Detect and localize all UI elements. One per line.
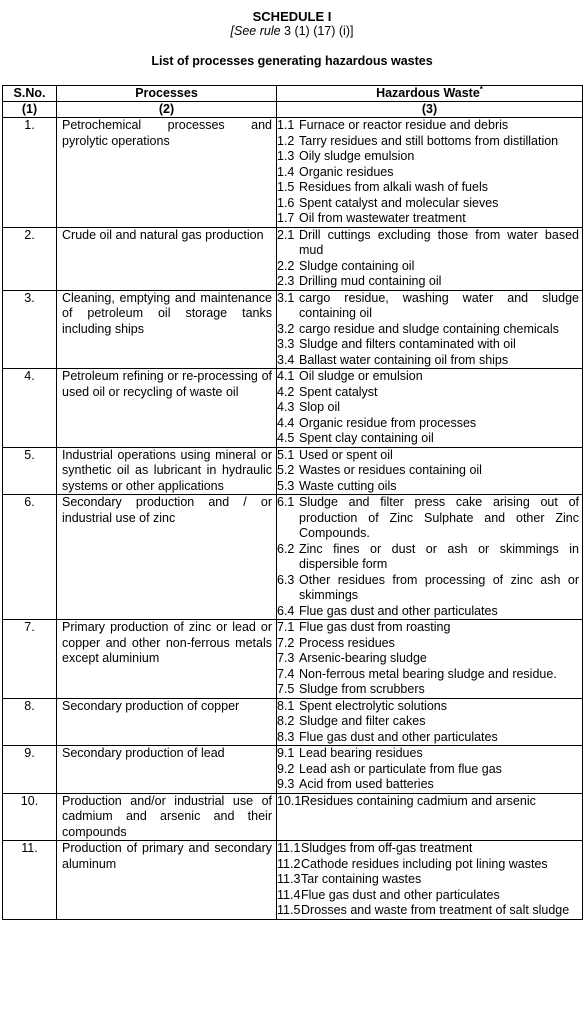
serial-number: 8. xyxy=(3,698,57,746)
waste-description: Flue gas dust and other particulates xyxy=(299,603,498,618)
waste-item xyxy=(277,463,582,479)
serial-number: 7. xyxy=(3,620,57,699)
serial-number: 6. xyxy=(3,495,57,620)
header-processes: Processes xyxy=(57,86,277,102)
waste-description: Waste cutting oils xyxy=(299,478,397,493)
process-description: Petroleum refining or re-processing of used oil or recycling of waste oil xyxy=(57,369,277,448)
waste-item xyxy=(277,353,582,369)
waste-code: 2.1 xyxy=(277,227,295,242)
waste-description: Spent catalyst and molecular sieves xyxy=(299,195,499,210)
waste-item xyxy=(277,667,582,683)
waste-list-cell xyxy=(277,793,583,841)
waste-list-cell xyxy=(277,841,583,920)
waste-list xyxy=(277,746,582,793)
waste-item xyxy=(277,651,582,667)
waste-item xyxy=(277,682,582,698)
waste-code: 7.2 xyxy=(277,635,295,650)
waste-list-cell xyxy=(277,290,583,369)
ref-prefix: See rule xyxy=(233,24,281,38)
waste-description: Spent clay containing oil xyxy=(299,431,434,445)
waste-item xyxy=(277,196,582,212)
waste-item xyxy=(277,620,582,636)
waste-item xyxy=(277,134,582,150)
table-body xyxy=(3,118,583,920)
process-description: Industrial operations using mineral or synthetic oil as lubricant in hydraulic systems or other applications xyxy=(57,447,277,495)
waste-description: Oil sludge or emulsion xyxy=(299,369,423,383)
waste-description: cargo residue, washing water and sludge containing oil xyxy=(299,290,579,320)
waste-code: 1.7 xyxy=(277,211,295,225)
column-number-row xyxy=(3,102,583,118)
waste-item xyxy=(277,400,582,416)
waste-description: Flue gas dust and other particulates xyxy=(299,729,498,744)
waste-description: Residues from alkali wash of fuels xyxy=(299,180,488,194)
waste-description: Ballast water containing oil from ships xyxy=(299,352,509,367)
table-row xyxy=(3,227,583,290)
waste-description: Sludge and filter press cake arising out of production of Zinc Sulphate and other Zinc Compounds. xyxy=(299,495,579,540)
waste-code: 9.2 xyxy=(277,761,295,776)
waste-code: 10.1 xyxy=(277,793,302,808)
waste-description: Residues containing cadmium and arsenic xyxy=(301,793,536,808)
waste-list-cell xyxy=(277,227,583,290)
waste-code: 1.5 xyxy=(277,180,295,194)
header-row xyxy=(3,86,583,102)
waste-code: 1.4 xyxy=(277,164,295,179)
waste-list xyxy=(277,620,582,698)
waste-code: 1.3 xyxy=(277,149,295,163)
waste-code: 1.6 xyxy=(277,195,295,210)
serial-number: 2. xyxy=(3,227,57,290)
waste-code: 3.1 xyxy=(277,290,295,305)
waste-description: Wastes or residues containing oil xyxy=(299,463,482,477)
waste-description: Sludge from scrubbers xyxy=(299,682,425,696)
table-row xyxy=(3,290,583,369)
waste-description: Lead bearing residues xyxy=(299,746,423,760)
table-row xyxy=(3,447,583,495)
table-row xyxy=(3,793,583,841)
schedule-title: SCHEDULE I xyxy=(252,9,332,24)
waste-item xyxy=(277,228,582,259)
waste-item xyxy=(277,636,582,652)
serial-number: 10. xyxy=(3,793,57,841)
process-description: Primary production of zinc or lead or copper and other non-ferrous metals except aluminium xyxy=(57,620,277,699)
col-number-1: (1) xyxy=(3,102,57,118)
waste-item xyxy=(277,872,582,888)
waste-list-cell xyxy=(277,447,583,495)
waste-description: Cathode residues including pot lining wastes xyxy=(301,856,548,871)
waste-list-cell xyxy=(277,495,583,620)
waste-code: 9.1 xyxy=(277,746,295,760)
waste-code: 2.3 xyxy=(277,274,295,288)
waste-code: 7.1 xyxy=(277,620,295,634)
waste-code: 6.1 xyxy=(277,495,295,509)
waste-item xyxy=(277,730,582,746)
waste-item xyxy=(277,337,582,353)
serial-number: 11. xyxy=(3,841,57,920)
waste-code: 11.2 xyxy=(277,856,301,871)
waste-code: 11.5 xyxy=(277,903,301,917)
waste-item xyxy=(277,573,582,604)
waste-description: Oil from wastewater treatment xyxy=(299,211,466,225)
serial-number: 5. xyxy=(3,447,57,495)
waste-item xyxy=(277,714,582,730)
waste-code: 1.1 xyxy=(277,118,295,132)
process-description: Production and/or industrial use of cadmium and arsenic and their compounds xyxy=(57,793,277,841)
waste-description: Lead ash or particulate from flue gas xyxy=(299,761,502,776)
waste-code: 4.5 xyxy=(277,431,295,445)
waste-list xyxy=(277,794,582,810)
waste-item xyxy=(277,699,582,715)
rule-reference xyxy=(0,24,584,39)
ref-rest: 3 (1) (17) (i)] xyxy=(280,24,354,38)
waste-list xyxy=(277,448,582,495)
waste-description: Spent catalyst xyxy=(299,384,378,399)
waste-code: 9.3 xyxy=(277,777,295,791)
waste-code: 5.2 xyxy=(277,463,295,477)
waste-description: Sludges from off-gas treatment xyxy=(301,841,473,855)
waste-code: 8.2 xyxy=(277,714,295,728)
waste-list-cell xyxy=(277,369,583,448)
waste-code: 11.4 xyxy=(277,887,301,902)
waste-description: Spent electrolytic solutions xyxy=(299,698,447,713)
serial-number: 1. xyxy=(3,118,57,228)
document-header xyxy=(0,9,584,69)
waste-list-cell xyxy=(277,698,583,746)
list-subtitle: List of processes generating hazardous wastes xyxy=(151,54,433,68)
waste-list xyxy=(277,118,582,227)
col-number-2: (2) xyxy=(57,102,277,118)
waste-item xyxy=(277,416,582,432)
waste-item xyxy=(277,604,582,620)
waste-code: 3.3 xyxy=(277,337,295,351)
waste-description: Oily sludge emulsion xyxy=(299,149,415,163)
waste-code: 4.4 xyxy=(277,415,295,430)
waste-code: 11.3 xyxy=(277,872,301,886)
waste-code: 6.4 xyxy=(277,603,295,618)
waste-list xyxy=(277,495,582,619)
serial-number: 4. xyxy=(3,369,57,448)
serial-number: 3. xyxy=(3,290,57,369)
waste-description: Arsenic-bearing sludge xyxy=(299,651,427,665)
waste-code: 1.2 xyxy=(277,133,295,148)
footnote-asterisk: * xyxy=(479,84,483,94)
waste-code: 11.1 xyxy=(277,841,301,855)
table-row xyxy=(3,841,583,920)
waste-item xyxy=(277,777,582,793)
waste-description: Sludge and filter cakes xyxy=(299,714,426,728)
waste-code: 4.1 xyxy=(277,369,295,383)
waste-code: 2.2 xyxy=(277,258,295,273)
process-description: Cleaning, emptying and maintenance of petroleum oil storage tanks including ships xyxy=(57,290,277,369)
waste-list xyxy=(277,699,582,746)
waste-description: Other residues from processing of zinc ash or skimmings xyxy=(299,572,579,602)
waste-code: 6.2 xyxy=(277,541,295,556)
waste-item xyxy=(277,291,582,322)
header-sno: S.No. xyxy=(3,86,57,102)
waste-item xyxy=(277,762,582,778)
header-hazardous-waste xyxy=(277,86,583,102)
waste-code: 8.3 xyxy=(277,729,295,744)
waste-description: Organic residue from processes xyxy=(299,415,477,430)
waste-code: 3.2 xyxy=(277,321,295,336)
waste-list xyxy=(277,369,582,447)
waste-item xyxy=(277,857,582,873)
waste-description: Acid from used batteries xyxy=(299,777,434,791)
waste-item xyxy=(277,479,582,495)
waste-item xyxy=(277,180,582,196)
waste-item xyxy=(277,448,582,464)
waste-list xyxy=(277,291,582,369)
process-description: Secondary production of copper xyxy=(57,698,277,746)
waste-description: cargo residue and sludge containing chemicals xyxy=(299,321,559,336)
waste-list-cell xyxy=(277,118,583,228)
waste-code: 3.4 xyxy=(277,352,295,367)
waste-code: 7.4 xyxy=(277,666,295,681)
waste-code: 6.3 xyxy=(277,572,295,587)
waste-item xyxy=(277,259,582,275)
waste-list-cell xyxy=(277,620,583,699)
waste-description: Drilling mud containing oil xyxy=(299,274,442,288)
waste-code: 5.1 xyxy=(277,447,295,462)
waste-description: Non-ferrous metal bearing sludge and residue. xyxy=(299,666,557,681)
waste-description: Flue gas dust and other particulates xyxy=(301,887,500,902)
waste-item xyxy=(277,165,582,181)
waste-description: Flue gas dust from roasting xyxy=(299,620,451,634)
waste-code: 5.3 xyxy=(277,478,295,493)
waste-item xyxy=(277,211,582,227)
waste-code: 4.2 xyxy=(277,384,295,399)
waste-item xyxy=(277,385,582,401)
waste-item xyxy=(277,903,582,919)
waste-item xyxy=(277,746,582,762)
waste-item xyxy=(277,542,582,573)
header-hazardous-waste-label: Hazardous Waste xyxy=(376,86,480,100)
waste-description: Used or spent oil xyxy=(299,447,393,462)
waste-item xyxy=(277,888,582,904)
waste-description: Organic residues xyxy=(299,164,394,179)
table-row xyxy=(3,495,583,620)
process-description: Petrochemical processes and pyrolytic operations xyxy=(57,118,277,228)
waste-code: 8.1 xyxy=(277,698,295,713)
waste-item xyxy=(277,369,582,385)
waste-item xyxy=(277,431,582,447)
waste-item xyxy=(277,274,582,290)
waste-description: Zinc fines or dust or ash or skimmings in dispersible form xyxy=(299,541,579,571)
waste-description: Tar containing wastes xyxy=(301,872,422,886)
waste-item xyxy=(277,322,582,338)
waste-item xyxy=(277,841,582,857)
waste-code: 7.3 xyxy=(277,651,295,665)
table-row xyxy=(3,746,583,794)
waste-item xyxy=(277,794,582,810)
table-row xyxy=(3,118,583,228)
process-description: Secondary production of lead xyxy=(57,746,277,794)
serial-number: 9. xyxy=(3,746,57,794)
waste-code: 4.3 xyxy=(277,400,295,414)
waste-description: Drill cuttings excluding those from water based mud xyxy=(299,227,579,257)
waste-item xyxy=(277,118,582,134)
waste-list xyxy=(277,841,582,919)
waste-description: Tarry residues and still bottoms from distillation xyxy=(299,133,559,148)
waste-code: 7.5 xyxy=(277,682,295,696)
waste-description: Drosses and waste from treatment of salt sludge xyxy=(301,903,570,917)
ref-open: [ xyxy=(230,24,234,38)
waste-description: Sludge containing oil xyxy=(299,258,415,273)
waste-list xyxy=(277,228,582,290)
waste-description: Furnace or reactor residue and debris xyxy=(299,118,509,132)
waste-item xyxy=(277,149,582,165)
col-number-3: (3) xyxy=(277,102,583,118)
waste-list-cell xyxy=(277,746,583,794)
table-row xyxy=(3,620,583,699)
waste-description: Process residues xyxy=(299,635,395,650)
table-row xyxy=(3,698,583,746)
table-row xyxy=(3,369,583,448)
waste-description: Slop oil xyxy=(299,400,340,414)
waste-description: Sludge and filters contaminated with oil xyxy=(299,337,516,351)
hazardous-waste-table xyxy=(2,85,583,920)
process-description: Secondary production and / or industrial use of zinc xyxy=(57,495,277,620)
process-description: Crude oil and natural gas production xyxy=(57,227,277,290)
process-description: Production of primary and secondary aluminum xyxy=(57,841,277,920)
waste-item xyxy=(277,495,582,542)
